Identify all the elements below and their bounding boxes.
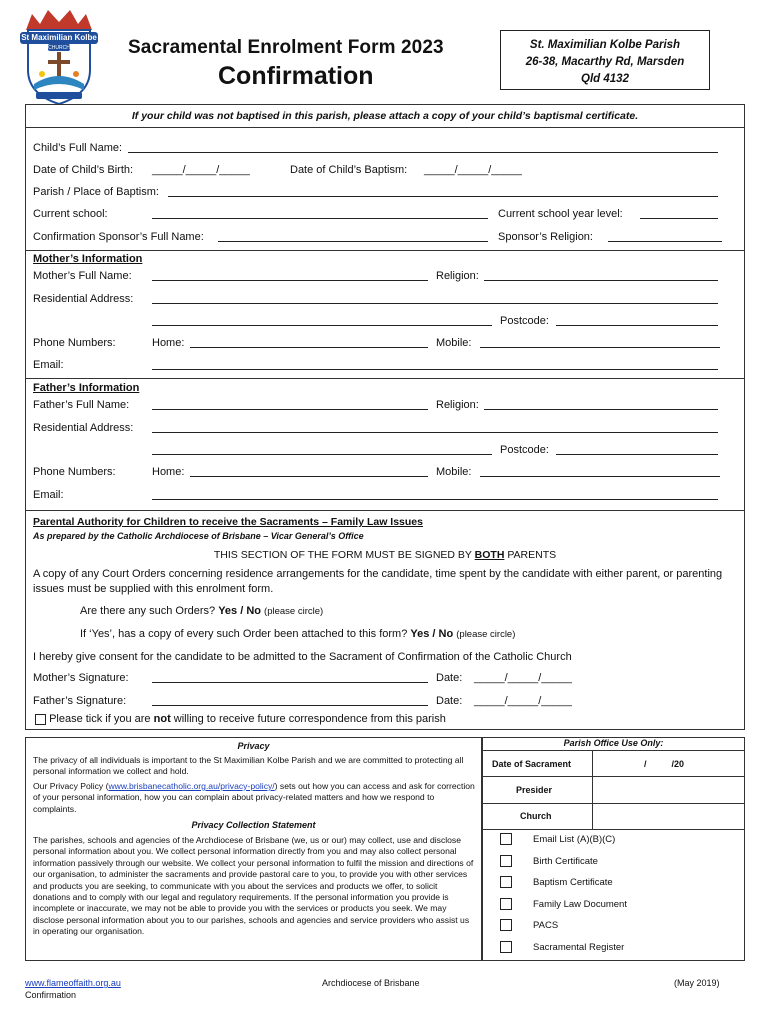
checklist-checkbox[interactable] xyxy=(500,941,512,953)
orders-circle-note: (please circle) xyxy=(264,606,324,617)
father-postcode-label: Postcode: xyxy=(500,444,549,456)
sponsor-religion-label: Sponsor’s Religion: xyxy=(498,231,593,243)
father-signature-label: Father’s Signature: xyxy=(33,695,127,707)
year-level-label: Current school year level: xyxy=(498,208,623,220)
orders-attached-yes-no[interactable]: Yes / No xyxy=(410,628,454,640)
checklist-item xyxy=(500,941,627,963)
orders-attached-circle-note: (please circle) xyxy=(456,629,516,640)
parish-logo xyxy=(18,8,100,106)
divider xyxy=(482,776,745,777)
mother-postcode-field[interactable] xyxy=(556,316,718,326)
mother-postcode-label: Postcode: xyxy=(500,315,549,327)
father-mobile-label: Mobile: xyxy=(436,466,472,478)
checklist-label: Birth Certificate xyxy=(533,855,598,867)
logo-text: St Maximilian Kolbe xyxy=(21,33,97,42)
court-orders-text: A copy of any Court Orders concerning residence arrangements for the candidate, time spent by the candidate with either parent, or parenting issues must be supplied with this enrolment form. xyxy=(33,568,723,595)
checklist-label: Family Law Document xyxy=(533,898,627,910)
child-dob-field[interactable]: _____/_____/_____ xyxy=(152,164,250,176)
year-level-field[interactable] xyxy=(640,209,718,219)
orders-yes-no[interactable]: Yes / No xyxy=(218,605,261,617)
father-email-label: Email: xyxy=(33,489,64,501)
child-dob-label: Date of Child’s Birth: xyxy=(33,164,134,176)
father-signature-field[interactable] xyxy=(152,696,428,706)
baptism-parish-field[interactable] xyxy=(168,187,718,197)
mother-religion-label: Religion: xyxy=(436,270,479,282)
father-address-field-2[interactable] xyxy=(152,445,492,455)
checklist-checkbox[interactable] xyxy=(500,855,512,867)
mother-signature-label: Mother’s Signature: xyxy=(33,672,129,684)
signed-text: THIS SECTION OF THE FORM MUST BE SIGNED BY xyxy=(213,549,475,561)
checklist-label: Email List (A)(B)(C) xyxy=(533,834,616,845)
privacy-collection-heading: Privacy Collection Statement xyxy=(191,820,316,830)
sponsor-religion-field[interactable] xyxy=(608,232,722,242)
optout-text-end: willing to receive future correspondence from this parish xyxy=(170,713,446,725)
father-home-label: Home: xyxy=(152,466,185,478)
signed-by-both-notice xyxy=(25,549,745,561)
baptism-parish-label: Parish / Place of Baptism: xyxy=(33,186,159,198)
father-name-field[interactable] xyxy=(152,400,428,410)
divider xyxy=(25,378,745,379)
mother-sig-date-field[interactable]: _____/_____/_____ xyxy=(474,672,572,684)
orders-attached-text: If ‘Yes’, has a copy of every such Order been attached to this form? xyxy=(80,628,408,640)
privacy-policy-pre: Our Privacy Policy ( xyxy=(33,781,109,791)
orders-question xyxy=(80,605,323,617)
orders-attached-question xyxy=(80,628,515,640)
office-checklist xyxy=(500,833,627,962)
privacy-collection-text: The parishes, schools and agencies of the Archdiocese of Brisbane (we, us or our) may collect, use and disclose personal information about you. We collect personal information directly from you and may also collect personal information passively through our website. We collect your personal information to fulfil the mission and directions of our organisation, to administer the sacraments and provide pastoral care to you, to provide you with other services and products you are seeking, to communicate with you about the services and products we offer, to solicit donations and to comply with our legal and regulatory requirements. If the personal information you provide is incomplete or inaccurate, we may not be able to provide you with the services or products you seek. We may disclose personal information about you to our parishes, schools and agencies and service providers who assist us in operating our organisation. xyxy=(33,835,474,937)
checklist-item xyxy=(500,898,627,920)
mother-address-field[interactable] xyxy=(152,294,718,304)
divider xyxy=(482,750,745,751)
optout-text: Please tick if you are xyxy=(49,713,154,725)
optout-not: not xyxy=(153,713,171,725)
correspondence-checkbox[interactable] xyxy=(35,714,46,725)
authority-subheading: As prepared by the Catholic Archdiocese of Brisbane – Vicar General’s Office xyxy=(33,531,364,541)
signed-both-text: BOTH xyxy=(474,549,505,561)
privacy-heading: Privacy xyxy=(237,741,270,751)
father-heading: Father’s Information xyxy=(33,382,140,394)
footer-date: (May 2019) xyxy=(674,978,720,988)
consent-text: I hereby give consent for the candidate to be admitted to the Sacrament of Confirmation of the Catholic Church xyxy=(33,651,572,663)
parish-address-line2: Qld 4132 xyxy=(581,73,629,85)
date-of-sacrament-value[interactable]: / /20 xyxy=(644,759,685,769)
mother-home-field[interactable] xyxy=(190,338,428,348)
divider xyxy=(25,250,745,251)
child-name-field[interactable] xyxy=(128,143,718,153)
footer-subtitle: Confirmation xyxy=(25,990,77,1000)
mother-name-label: Mother’s Full Name: xyxy=(33,270,132,282)
mother-email-label: Email: xyxy=(33,359,64,371)
child-name-label: Child’s Full Name: xyxy=(33,142,123,154)
parish-address-line1: 26-38, Macarthy Rd, Marsden xyxy=(525,56,685,68)
father-address-field[interactable] xyxy=(152,423,718,433)
checklist-checkbox[interactable] xyxy=(500,833,512,845)
footer-center: Archdiocese of Brisbane xyxy=(322,978,420,988)
orders-question-text: Are there any such Orders? xyxy=(80,605,216,617)
father-address-label: Residential Address: xyxy=(33,422,134,434)
privacy-policy-link[interactable]: www.brisbanecatholic.org.au/privacy-policy/ xyxy=(108,781,275,791)
checklist-checkbox[interactable] xyxy=(500,919,512,931)
checklist-label: PACS xyxy=(533,920,559,931)
signed-text-end: PARENTS xyxy=(504,549,557,561)
mother-signature-field[interactable] xyxy=(152,673,428,683)
checklist-item xyxy=(500,919,627,941)
mother-email-field[interactable] xyxy=(152,360,718,370)
divider xyxy=(482,803,745,804)
school-field[interactable] xyxy=(152,209,488,219)
privacy-paragraph-2 xyxy=(33,781,475,815)
checklist-label: Baptism Certificate xyxy=(533,877,613,888)
father-name-label: Father’s Full Name: xyxy=(33,399,130,411)
checklist-checkbox[interactable] xyxy=(500,876,512,888)
child-baptism-field[interactable]: _____/_____/_____ xyxy=(424,164,522,176)
mother-address-field-2[interactable] xyxy=(152,316,492,326)
checklist-checkbox[interactable] xyxy=(500,898,512,910)
father-sig-date-label: Date: xyxy=(436,695,463,707)
mother-mobile-label: Mobile: xyxy=(436,337,472,349)
father-postcode-field[interactable] xyxy=(556,445,718,455)
mother-home-label: Home: xyxy=(152,337,185,349)
mother-address-label: Residential Address: xyxy=(33,293,134,305)
father-home-field[interactable] xyxy=(190,467,428,477)
mother-religion-field[interactable] xyxy=(484,271,718,281)
divider xyxy=(25,510,745,511)
form-title: Sacramental Enrolment Form 2023 xyxy=(128,37,444,58)
logo-subtext: CHURCH xyxy=(48,45,70,51)
parish-name: St. Maximilian Kolbe Parish xyxy=(529,39,681,51)
father-phone-label: Phone Numbers: xyxy=(33,466,116,478)
checklist-item xyxy=(500,833,627,855)
mother-name-field[interactable] xyxy=(152,271,428,281)
father-religion-field[interactable] xyxy=(484,400,718,410)
mother-phone-label: Phone Numbers: xyxy=(33,337,116,349)
church-label: Church xyxy=(520,811,552,821)
privacy-paragraph-1: The privacy of all individuals is important to the St Maximilian Kolbe Parish and we are committed to protecting all personal information we collect and hold. xyxy=(33,755,464,777)
footer-link[interactable]: www.flameoffaith.org.au xyxy=(25,978,121,988)
checklist-item xyxy=(500,855,627,877)
mother-mobile-field[interactable] xyxy=(480,338,720,348)
father-sig-date-field[interactable]: _____/_____/_____ xyxy=(474,695,572,707)
sponsor-name-field[interactable] xyxy=(218,232,488,242)
child-baptism-label: Date of Child’s Baptism: xyxy=(290,164,408,176)
school-label: Current school: xyxy=(33,208,108,220)
office-use-heading: Parish Office Use Only: xyxy=(563,738,664,748)
father-mobile-field[interactable] xyxy=(480,467,720,477)
mother-sig-date-label: Date: xyxy=(436,672,463,684)
correspondence-optout xyxy=(35,713,446,725)
divider xyxy=(592,750,593,830)
date-of-sacrament-label: Date of Sacrament xyxy=(492,759,572,769)
father-religion-label: Religion: xyxy=(436,399,479,411)
form-subtitle: Confirmation xyxy=(218,62,374,90)
checklist-label: Sacramental Register xyxy=(533,941,625,953)
divider xyxy=(482,829,745,830)
sponsor-name-label: Confirmation Sponsor’s Full Name: xyxy=(33,231,204,243)
checklist-item xyxy=(500,876,627,898)
baptism-notice: If your child was not baptised in this parish, please attach a copy of your child’s baptismal certificate. xyxy=(25,104,745,128)
presider-label: Presider xyxy=(516,785,553,795)
mother-heading: Mother’s Information xyxy=(33,253,143,265)
parish-address-box xyxy=(500,30,710,90)
privacy-policy-post: ) sets out how you can access and ask for correction of your personal information, how you can complain about privacy-related matters and how we respond to complaints. xyxy=(33,781,475,814)
authority-heading: Parental Authority for Children to receive the Sacraments – Family Law Issues xyxy=(33,516,423,528)
father-email-field[interactable] xyxy=(152,490,718,500)
